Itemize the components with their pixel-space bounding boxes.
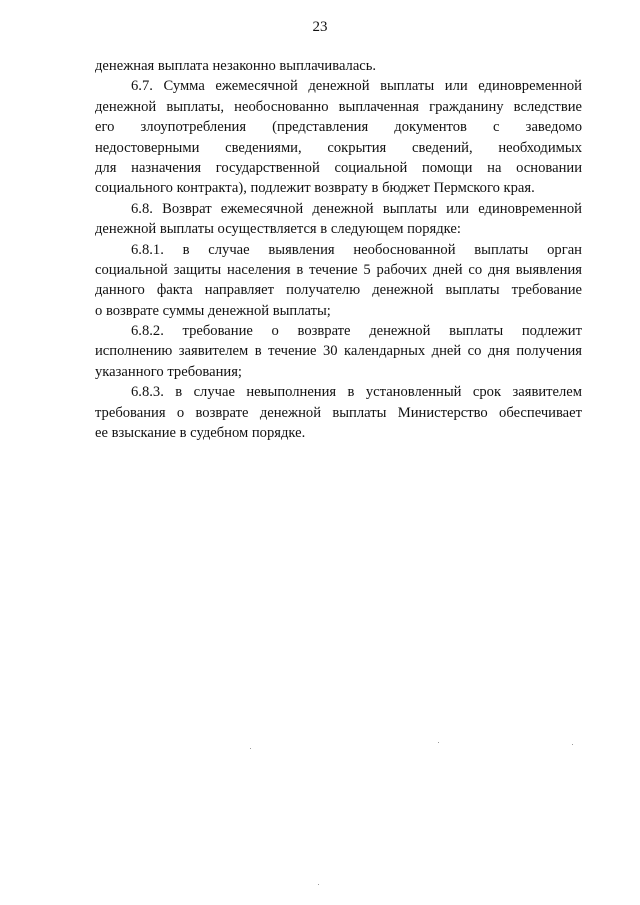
paragraph-6-8-2 (95, 321, 582, 382)
paragraph-6-8-3 (95, 382, 582, 443)
paragraph-6-8 (95, 199, 582, 240)
text-line: данного факта направляет получателю денежной выплаты требование (95, 282, 582, 299)
text-line: недостоверными сведениями, сокрытия сведений, необходимых (95, 139, 582, 156)
text-line: социальной защиты населения в течение 5 рабочих дней со дня выявления (95, 261, 582, 278)
page-number: 23 (312, 19, 328, 35)
text-line: его злоупотребления (представления документов с заведомо (95, 119, 582, 136)
scan-artifact (318, 884, 319, 885)
paragraph-6-7 (95, 76, 582, 198)
text-line: исполнению заявителем в течение 30 календарных дней со дня получения (95, 343, 582, 360)
paragraph-6-8-1 (95, 240, 582, 322)
text-line: 6.8.1. в случае выявления необоснованной выплаты орган (131, 241, 582, 258)
scan-artifact (250, 748, 251, 749)
text-line: требования о возврате денежной выплаты Министерство обеспечивает (95, 404, 582, 421)
scan-artifact (438, 742, 439, 743)
paragraph-continuation (95, 56, 582, 76)
text-line: 6.8.3. в случае невыполнения в установленный срок заявителем (131, 384, 582, 401)
text-line: 6.7. Сумма ежемесячной денежной выплаты или единовременной (131, 78, 582, 95)
text-line: 6.8. Возврат ежемесячной денежной выплаты или единовременной (131, 200, 582, 217)
text-line: денежной выплаты осуществляется в следующем порядке: (95, 221, 461, 238)
text-line: 6.8.2. требование о возврате денежной выплаты подлежит (131, 323, 582, 340)
text-line: денежная выплата незаконно выплачивалась. (95, 58, 377, 74)
document-body (95, 56, 582, 443)
text-line: ее взыскание в судебном порядке. (95, 425, 306, 442)
text-line: для назначения государственной социальной помощи на основании (95, 159, 582, 176)
text-line: указанного требования; (95, 363, 242, 380)
text-line: о возврате суммы денежной выплаты; (95, 302, 331, 319)
scan-artifact (572, 744, 573, 745)
text-line: денежной выплаты, необоснованно выплаченная гражданину вследствие (95, 98, 582, 115)
text-line: социального контракта), подлежит возврату в бюджет Пермского края. (95, 180, 535, 197)
